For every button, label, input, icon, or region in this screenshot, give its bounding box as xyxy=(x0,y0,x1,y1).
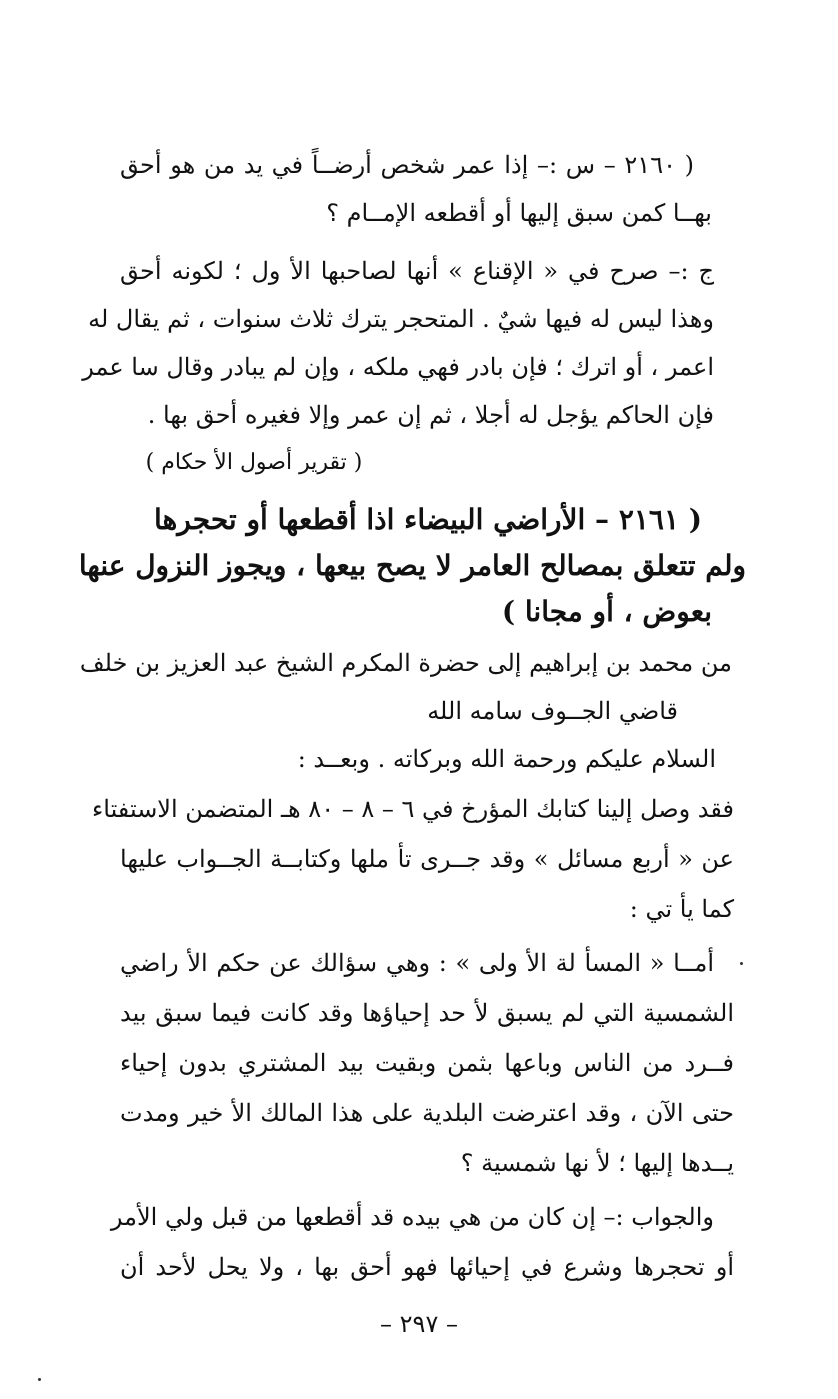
answer-1-line-2: أو تحجرها وشرع في إحيائها فهو أحق بها ، ولا يحل لأحد أن xyxy=(120,1253,734,1281)
issue-1-line-5: يــدها إليها ؛ لأ نها شمسية ؟ xyxy=(460,1149,734,1177)
answer-2160-source: ( تقرير أصول الأ حكام ) xyxy=(145,450,363,475)
answer-2160-line-3: اعمر ، أو اترك ؛ فإن بادر فهي ملكه ، وإن لم يبادر وقال سا عمر xyxy=(82,353,714,381)
heading-2161-line-2: ولم تتعلق بمصالح العامر لا يصح بيعها ، ويجوز النزول عنها xyxy=(78,549,746,582)
issue-1-line-3: فــرد من الناس وباعها بثمن وبقيت بيد المشتري بدون إحياء xyxy=(120,1049,734,1077)
question-2160-line-1: ( ٢١٦٠ – س :– إذا عمر شخص أرضــاً في يد من هو أحق xyxy=(120,151,695,179)
letter-body-line-1: فقد وصل إلينا كتابك المؤرخ في ٦ – ٨ – ٨٠ هـ المتضمن الاستفتاء xyxy=(91,795,734,823)
answer-2160-line-4: فإن الحاكم يؤجل له أجلا ، ثم إن عمر وإلا فغيره أحق بها . xyxy=(147,401,714,429)
letter-greeting-line: السلام عليكم ورحمة الله وبركاته . وبعــد : xyxy=(297,745,716,773)
issue-1-line-4: حتى الآن ، وقد اعترضت البلدية على هذا المالك الأ خير ومدت xyxy=(120,1099,735,1127)
issue-1-line-2: الشمسية التي لم يسبق لأ حد إحياؤها وقد كانت فيما سبق بيد xyxy=(120,999,734,1027)
question-2160-line-2: بهــا كمن سبق إليها أو أقطعه الإمــام ؟ xyxy=(326,199,712,227)
answer-2160-line-1: ج :– صرح في « الإقناع » أنها لصاحبها الأ ول ؛ لكونه أحق xyxy=(120,257,714,285)
scan-speck xyxy=(740,962,743,965)
answer-1-line-1: والجواب :– إن كان من هي بيده قد أقطعها من قبل ولي الأمر xyxy=(110,1203,714,1231)
letter-sender-line: من محمد بن إبراهيم إلى حضرة المكرم الشيخ عبد العزيز بن خلف xyxy=(79,649,732,677)
page-number: – ٢٩٧ – xyxy=(380,1310,458,1338)
answer-2160-line-2: وهذا ليس له فيها شيٌ . المتحجر يترك ثلاث سنوات ، ثم يقال له xyxy=(88,305,714,333)
scan-speck xyxy=(38,1378,41,1381)
issue-1-line-1: أمــا « المسأ لة الأ ولى » : وهي سؤالك عن حكم الأ راضي xyxy=(120,949,714,977)
heading-2161-line-3: بعوض ، أو مجانا ) xyxy=(501,595,712,628)
letter-body-line-3: كما يأ تي : xyxy=(629,895,734,923)
heading-2161-line-1: ( ٢١٦١ – الأراضي البيضاء اذا أقطعها أو تحجرها xyxy=(154,503,702,536)
letter-body-line-2: عن « أربع مسائل » وقد جــرى تأ ملها وكتابــة الجــواب عليها xyxy=(120,845,734,873)
letter-recipient-line: قاضي الجــوف سامه الله xyxy=(427,697,678,725)
